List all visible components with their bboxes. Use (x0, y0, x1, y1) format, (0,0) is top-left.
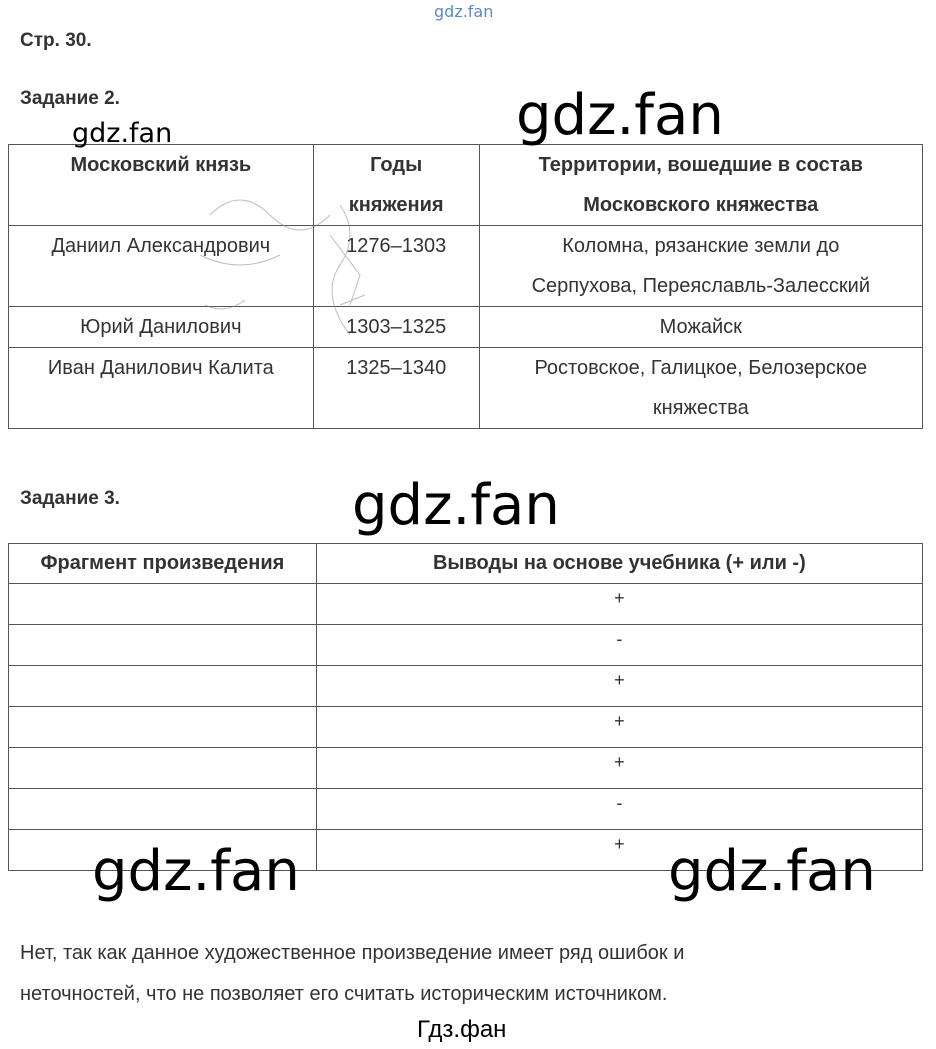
footer-text: Гдз.фан (417, 1016, 507, 1043)
table-row (9, 748, 923, 789)
cell-fragment (9, 584, 317, 625)
page-label: Стр. 30. (20, 30, 92, 51)
table-row (9, 707, 923, 748)
task2-title: Задание 2. (20, 88, 120, 109)
table-row (9, 789, 923, 830)
cell-fragment (9, 625, 317, 666)
task2-table (8, 144, 923, 429)
task3-table (8, 543, 923, 871)
cell-years: 1325–1340 (313, 348, 479, 429)
cell-fragment (9, 707, 317, 748)
table-row (9, 348, 923, 429)
cell-fragment (9, 666, 317, 707)
cell-mark: + (316, 748, 922, 789)
watermark-large-3: gdz.fan (92, 839, 300, 904)
watermark-large-2: gdz.fan (352, 473, 560, 538)
cell-fragment (9, 789, 317, 830)
task3-title: Задание 3. (20, 488, 120, 509)
cell-fragment (9, 748, 317, 789)
cell-mark: + (316, 707, 922, 748)
table-row (9, 625, 923, 666)
cell-mark: + (316, 584, 922, 625)
watermark-large-1: gdz.fan (516, 83, 724, 148)
watermark-large-4: gdz.fan (668, 839, 876, 904)
task3-header-row (9, 544, 923, 584)
answer-line-1: Нет, так как данное художественное произведение имеет ряд ошибок и (20, 942, 685, 964)
cell-mark: - (316, 625, 922, 666)
cell-prince: Иван Данилович Калита (9, 348, 314, 429)
cell-mark: + (316, 830, 922, 871)
answer-line-2: неточностей, что не позволяет его считать историческим источником. (20, 983, 668, 1005)
cell-territory: Ростовское, Галицкое, Белозерское княжества (479, 348, 922, 429)
cell-prince: Юрий Данилович (9, 307, 314, 348)
watermark-top: gdz.fan (434, 2, 494, 21)
cell-territory: Можайск (479, 307, 922, 348)
cell-prince: Даниил Александрович (9, 226, 314, 307)
table-row (9, 307, 923, 348)
task2-header-row (9, 145, 923, 226)
header-territories: Территории, вошедшие в состав Московского княжества (479, 145, 922, 226)
cell-mark: - (316, 789, 922, 830)
header-years: Годы княжения (313, 145, 479, 226)
table-row (9, 584, 923, 625)
watermark-small-1: gdz.fan (72, 118, 173, 149)
header-fragment: Фрагмент произведения (9, 544, 317, 584)
scribble-marks (190, 175, 390, 375)
header-prince: Московский князь (9, 145, 314, 226)
cell-territory: Коломна, рязанские земли до Серпухова, Переяславль-Залесский (479, 226, 922, 307)
cell-mark: + (316, 666, 922, 707)
table-row (9, 666, 923, 707)
cell-years: 1276–1303 (313, 226, 479, 307)
cell-years: 1303–1325 (313, 307, 479, 348)
header-conclusions: Выводы на основе учебника (+ или -) (316, 544, 922, 584)
table-row (9, 226, 923, 307)
